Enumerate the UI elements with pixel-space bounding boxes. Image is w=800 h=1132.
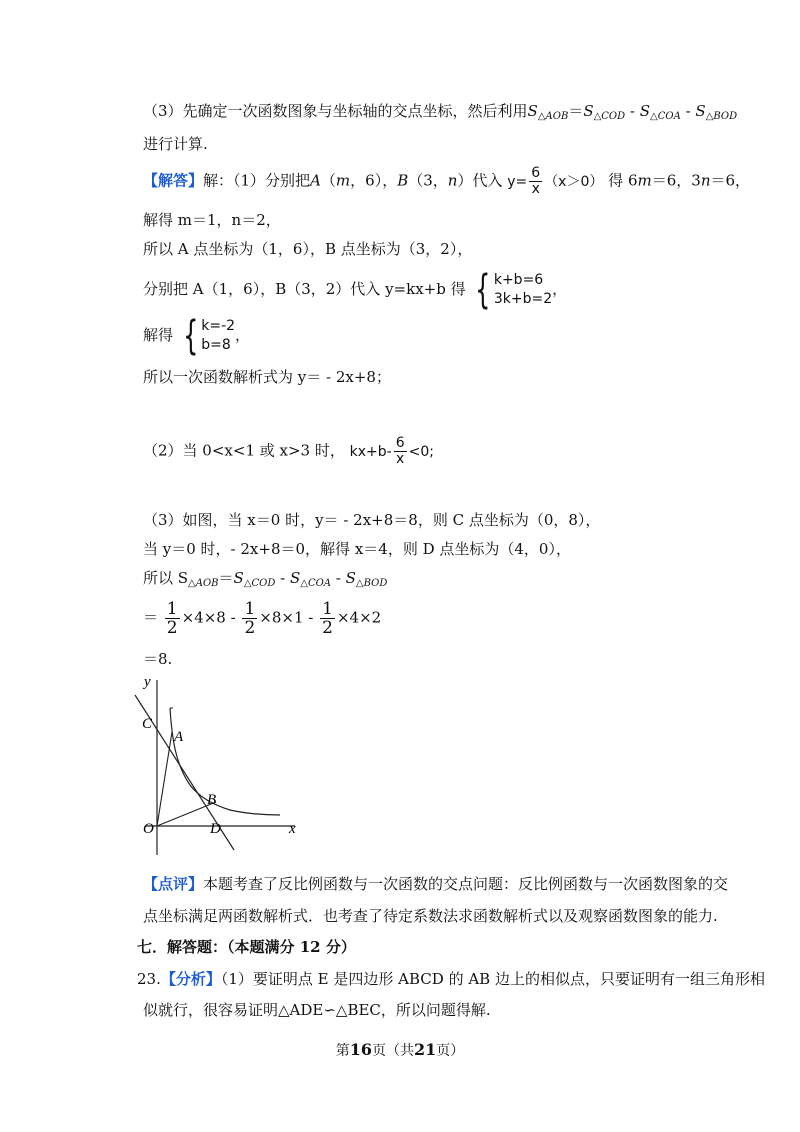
equals: ＝: [568, 102, 584, 120]
rows: [494, 270, 552, 310]
minus: ‑: [680, 102, 696, 120]
denominator: 2: [166, 618, 178, 638]
inverse-function-curve: [170, 708, 280, 815]
text: ＝6，3: [651, 171, 701, 190]
fraction-half: [165, 600, 180, 637]
minus: ‑: [275, 569, 290, 587]
numerator: 6: [531, 165, 541, 181]
term: ×4×8 ‑: [181, 608, 236, 627]
text: （2）当 0<x<1 或 x>3 时，: [143, 441, 345, 460]
area-symbol: S: [289, 569, 301, 587]
equation-system-2: [178, 313, 236, 359]
text: 解得: [143, 326, 174, 344]
minus: ‑: [625, 102, 640, 120]
numerator: 1: [166, 599, 178, 619]
solution-line8: （3）如图，当 x＝0 时，y＝ ‑ 2x+8＝8，则 C 点坐标为（0，8），: [143, 511, 601, 529]
solution-line11: [143, 600, 381, 637]
solution-line5: [143, 313, 251, 359]
solution-line10: [143, 567, 387, 595]
expr: kx+b‑: [349, 443, 392, 460]
term: ×8×1 ‑: [259, 608, 314, 627]
point-A-label: A: [174, 729, 184, 745]
fraction-half: [320, 600, 335, 637]
point-label: B: [397, 171, 409, 190]
var: n: [700, 171, 711, 190]
area-symbol: S: [527, 102, 538, 120]
numerator: 1: [322, 599, 333, 619]
comment-line1: [143, 873, 728, 895]
text: 分别把 A（1，6），B（3，2）代入 y=kx+b 得: [143, 280, 466, 298]
brace-icon: {: [475, 267, 491, 313]
subscript-cod: △COD: [243, 578, 276, 589]
text: （: [320, 171, 336, 190]
denominator: 2: [322, 618, 333, 638]
rows: [201, 316, 235, 356]
question-23-line2: 似就行，很容易证明△ADE∽△BEC，所以问题得解.: [143, 1001, 491, 1019]
comma: ，: [235, 326, 251, 344]
text: （1）要证明点 E 是四边形 ABCD 的 AB 边上的相似点，只要证明有一组三角形相: [220, 970, 765, 988]
subscript-coa: △COA: [300, 578, 332, 589]
area-symbol: S: [639, 102, 651, 120]
section-title: 七．解答题：（本题满分 12 分）: [137, 938, 356, 956]
solution-tag: 【解答】: [143, 171, 204, 190]
text: 页（共: [372, 1043, 414, 1059]
point-B-label: B: [207, 792, 217, 808]
var: n: [447, 171, 458, 190]
page-number: 16: [349, 1040, 372, 1059]
text: （3，: [408, 171, 448, 190]
area-symbol: S: [345, 569, 356, 587]
point-D-label: D: [210, 821, 221, 837]
area-symbol: S: [233, 569, 244, 587]
var: m: [637, 171, 652, 190]
var: m: [335, 171, 351, 190]
text: 解：（1）分别把: [203, 171, 311, 190]
page-footer: [0, 1040, 800, 1060]
function-graph: [130, 670, 310, 860]
question-number: 23.: [137, 970, 161, 988]
eq-row: k+b=6: [493, 272, 544, 288]
numerator: 1: [244, 599, 256, 619]
question-23-line1: [137, 968, 765, 990]
point-label: A: [310, 171, 321, 190]
area-symbol: S: [695, 102, 706, 120]
fraction: [529, 166, 542, 197]
text: 第: [335, 1043, 350, 1059]
subscript-bod: △BOD: [355, 578, 388, 589]
solution-line12: ＝8.: [143, 650, 173, 668]
subscript-aob: △AOB: [188, 578, 219, 589]
text: 页）: [436, 1043, 465, 1059]
text: 得 6: [608, 171, 638, 190]
y-axis-label: y: [144, 674, 151, 690]
fraction-half: [242, 600, 257, 637]
condition: （x＞0）: [544, 173, 604, 190]
segment-OA: [157, 732, 172, 826]
solution-line1: [143, 166, 750, 197]
comma: ，: [552, 280, 568, 298]
subscript-coa: △COA: [650, 111, 681, 122]
term: ×4×2: [336, 608, 382, 627]
analysis-tag: 【分析】: [160, 970, 221, 988]
solution-line3: 所以 A 点坐标为（1，6），B 点坐标为（3，2），: [143, 240, 473, 258]
text: 本题考查了反比例函数与一次函数的交点问题：反比例函数与一次函数图象的交: [203, 875, 729, 893]
inequality-expression: [349, 435, 434, 467]
total-pages: 21: [414, 1040, 437, 1059]
analysis-part3-line2: 进行计算.: [143, 135, 208, 153]
minus: ‑: [331, 569, 346, 587]
text: ）代入: [457, 171, 503, 190]
numerator: 6: [395, 435, 405, 451]
subscript-cod: △COD: [593, 111, 626, 122]
analysis-text: （3）先确定一次函数图象与坐标轴的交点坐标，然后利用: [143, 102, 528, 120]
area-symbol: S: [583, 102, 594, 120]
text: ，6），: [350, 171, 398, 190]
equals: ＝: [218, 569, 234, 587]
text: ＝6，: [710, 171, 751, 190]
point-C-label: C: [142, 716, 153, 732]
fraction: [394, 436, 407, 467]
brace-icon: {: [182, 313, 199, 359]
text: 所以 S: [143, 569, 189, 587]
solution-line4: [143, 267, 568, 313]
denominator: 2: [244, 618, 256, 638]
solution-line6: 所以一次函数解析式为 y＝ ‑ 2x+8；: [143, 368, 391, 386]
eq-row: k=-2: [201, 318, 236, 334]
function-formula: [507, 165, 604, 197]
solution-line7: [143, 436, 434, 467]
analysis-part3-line1: [143, 100, 737, 128]
solution-line9: 当 y＝0 时，‑ 2x+8＝0，解得 x＝4，则 D 点坐标为（4，0），: [143, 540, 571, 558]
subscript-bod: △BOD: [705, 111, 738, 122]
comment-tag: 【点评】: [143, 875, 204, 893]
solution-line2: 解得 m＝1，n＝2，: [143, 211, 281, 229]
point-O-label: O: [143, 821, 154, 837]
eq-row: b=8: [201, 337, 231, 353]
eq-row: 3k+b=2: [493, 291, 553, 307]
x-axis-label: x: [289, 821, 296, 837]
subscript-aob: △AOB: [537, 111, 569, 122]
denominator: x: [396, 451, 405, 467]
expr: <0;: [408, 443, 434, 460]
equals: ＝: [143, 608, 159, 627]
func-lhs: y=: [507, 173, 528, 190]
denominator: x: [531, 181, 540, 197]
comment-line2: 点坐标满足两函数解析式．也考查了待定系数法求函数解析式以及观察函数图象的能力.: [143, 907, 718, 925]
equation-system-1: [470, 267, 553, 313]
